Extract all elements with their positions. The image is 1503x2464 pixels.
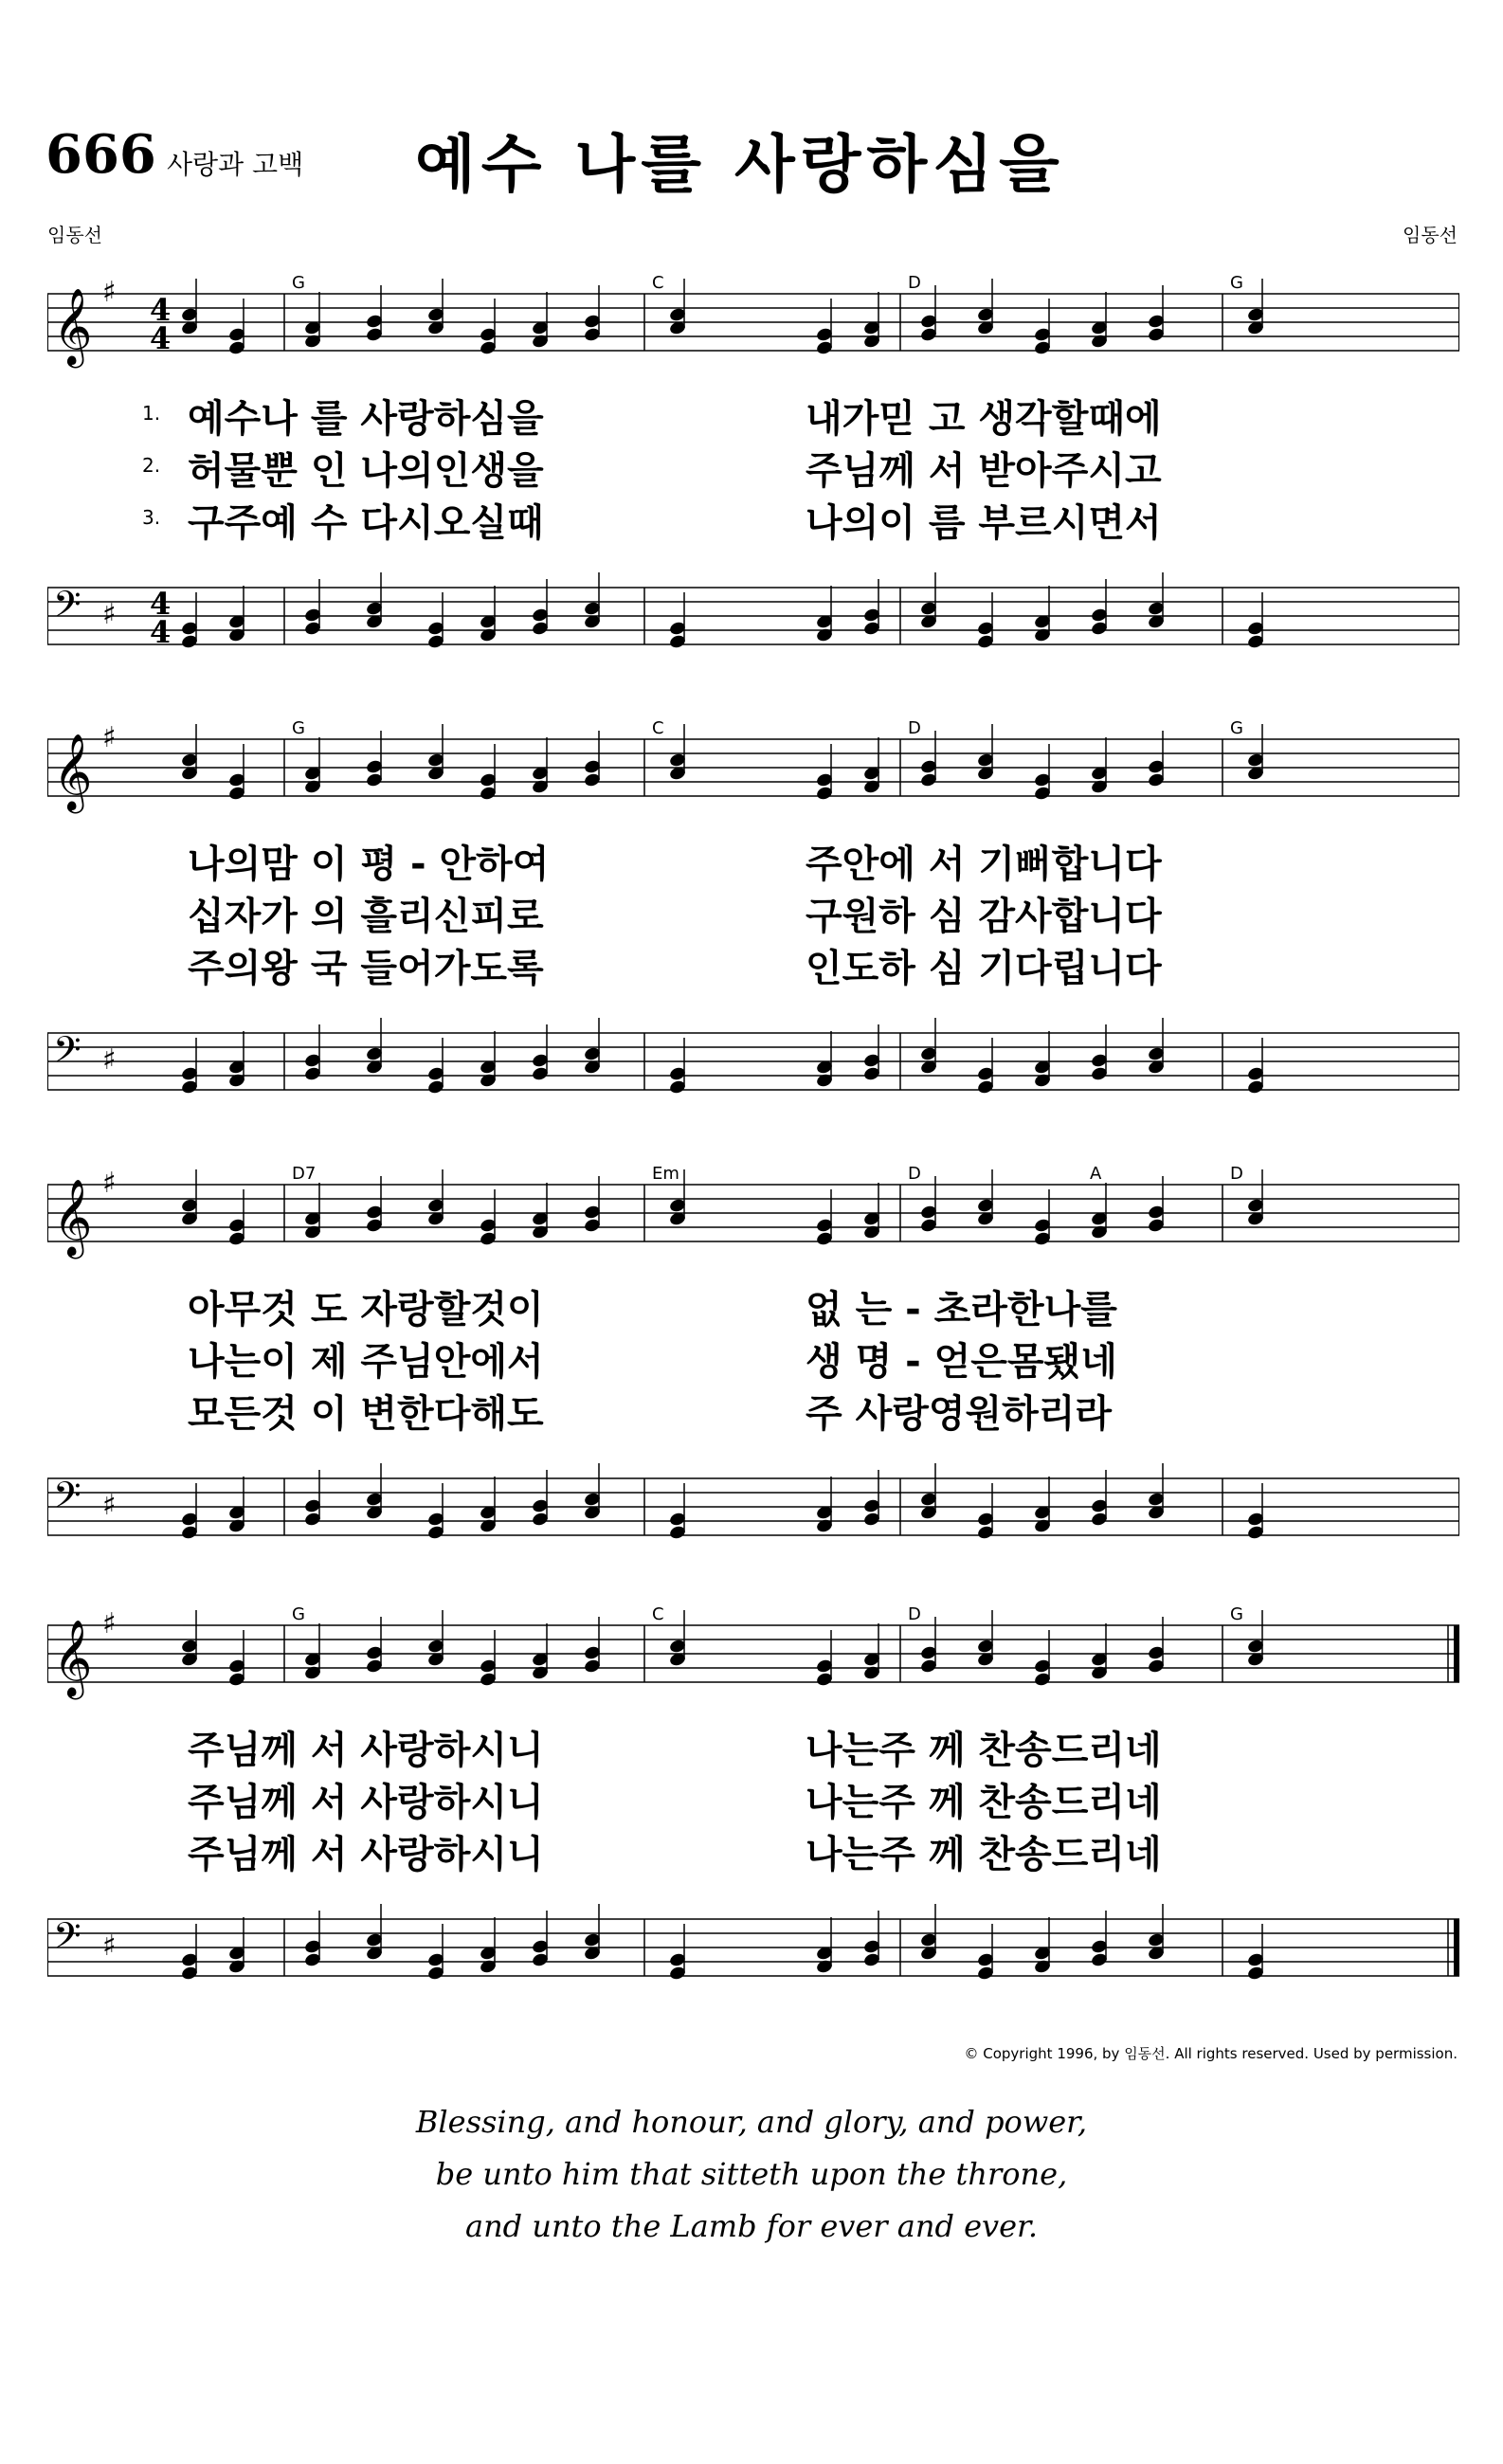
final-barline	[1454, 1919, 1459, 1976]
lyric-first-half: 주님께 서 사랑하시니	[188, 1729, 544, 1772]
bass-note	[583, 572, 601, 629]
chord-symbol: Em	[652, 1164, 679, 1184]
verse-number: 1.	[142, 402, 161, 425]
treble-note	[976, 279, 994, 335]
chord-symbol: G	[292, 273, 305, 293]
treble-note	[1090, 292, 1108, 349]
bass-clef-icon: 𝄢	[53, 1028, 81, 1079]
treble-note	[531, 292, 549, 349]
system-2	[47, 716, 1459, 1114]
lyric-second-half: 나는주 께 찬송드리네	[806, 1833, 1162, 1876]
treble-note	[862, 1623, 880, 1680]
lyric-line	[47, 886, 1459, 938]
lyric-second-half: 인도하 심 기다립니다	[806, 947, 1162, 990]
treble-note	[976, 1169, 994, 1226]
bass-note	[426, 1038, 444, 1095]
bass-note	[668, 1924, 686, 1981]
bass-note	[919, 572, 937, 629]
treble-staff	[47, 1167, 1459, 1259]
treble-note	[815, 299, 833, 355]
treble-note	[668, 279, 686, 335]
bass-note	[668, 1038, 686, 1095]
treble-note	[862, 737, 880, 794]
treble-clef-icon: 𝄞	[53, 1178, 93, 1256]
treble-note	[1246, 1169, 1264, 1226]
bass-note	[583, 1018, 601, 1075]
bass-note	[479, 1477, 497, 1533]
header-row	[45, 114, 1458, 218]
bass-staff	[47, 1474, 1459, 1535]
bass-note	[426, 592, 444, 649]
bass-note	[815, 1031, 833, 1088]
key-sharp-icon: ♯	[102, 1489, 117, 1522]
treble-note	[303, 737, 321, 794]
treble-note	[1090, 737, 1108, 794]
bass-clef-icon: 𝄢	[53, 1914, 81, 1966]
treble-note	[815, 1189, 833, 1246]
lyric-line	[47, 1332, 1459, 1384]
bass-clef-icon: 𝄢	[53, 583, 81, 634]
key-sharp-icon: ♯	[102, 1043, 117, 1077]
treble-note	[1090, 1183, 1108, 1240]
bass-note	[365, 572, 383, 629]
treble-note	[1090, 1623, 1108, 1680]
system-1	[47, 270, 1459, 668]
lyric-first-half: 허물뿐 인 나의인생을	[188, 449, 544, 493]
treble-note	[862, 1183, 880, 1240]
time-signature-top: 4	[150, 292, 172, 328]
chord-symbol: D	[908, 273, 921, 293]
treble-clef-icon: 𝄞	[53, 287, 93, 365]
chord-symbol: C	[652, 1604, 664, 1624]
bass-note	[1246, 1924, 1264, 1981]
lyric-first-half: 아무것 도 자랑할것이	[188, 1288, 544, 1332]
treble-note	[815, 1630, 833, 1687]
bass-note	[180, 1483, 198, 1540]
chord-symbol: A	[1090, 1164, 1102, 1184]
bass-note	[1033, 1477, 1051, 1533]
treble-note	[303, 292, 321, 349]
treble-note	[180, 279, 198, 335]
lyric-line	[47, 493, 1459, 545]
chord-symbol: C	[652, 718, 664, 738]
bass-note	[668, 1483, 686, 1540]
treble-note	[531, 737, 549, 794]
treble-note	[180, 1169, 198, 1226]
bass-note	[1147, 1463, 1165, 1520]
lyric-first-half: 주님께 서 사랑하시니	[188, 1781, 544, 1824]
bass-note	[180, 1924, 198, 1981]
bass-note	[583, 1463, 601, 1520]
treble-note	[426, 1610, 444, 1667]
treble-note	[426, 724, 444, 781]
bass-note	[227, 586, 245, 643]
verse-line: and unto the Lamb for ever and ever.	[464, 2208, 1038, 2244]
treble-note	[227, 1630, 245, 1687]
chord-symbol: G	[292, 1604, 305, 1624]
treble-note	[479, 299, 497, 355]
key-sharp-icon: ♯	[102, 1930, 117, 1963]
treble-note	[976, 1610, 994, 1667]
lyric-first-half: 주님께 서 사랑하시니	[188, 1833, 544, 1876]
lyric-line	[47, 1772, 1459, 1824]
lyric-line	[47, 938, 1459, 990]
key-sharp-icon: ♯	[102, 721, 117, 754]
bass-note	[668, 592, 686, 649]
copyright-notice: © Copyright 1996, by 임동선. All rights reserved. Used by permission.	[964, 2045, 1458, 2062]
lyric-line	[47, 834, 1459, 886]
lyric-first-half: 주의왕 국 들어가도록	[188, 947, 544, 990]
treble-note	[1246, 1610, 1264, 1667]
bass-note	[919, 1463, 937, 1520]
bass-staff	[47, 1914, 1459, 1976]
chord-symbol: D7	[292, 1164, 317, 1184]
system-4	[47, 1602, 1459, 2000]
treble-note	[1246, 279, 1264, 335]
bass-note	[180, 1038, 198, 1095]
hymn-title: 예수 나를 사랑하심을	[415, 128, 1065, 201]
key-sharp-icon: ♯	[102, 1167, 117, 1200]
verse-line: Blessing, and honour, and glory, and power,	[415, 2104, 1088, 2140]
key-sharp-icon: ♯	[102, 1607, 117, 1640]
time-signature-bottom: 4	[150, 614, 172, 650]
treble-note	[426, 279, 444, 335]
bass-note	[919, 1904, 937, 1961]
bass-note	[365, 1018, 383, 1075]
lyric-line	[47, 1384, 1459, 1436]
verse-number: 2.	[142, 454, 161, 477]
chord-symbol: D	[908, 1164, 921, 1184]
bass-note	[479, 1917, 497, 1974]
lyric-second-half: 주 사랑영원하리라	[806, 1392, 1113, 1436]
bass-note	[815, 586, 833, 643]
lyric-first-half: 나의맘 이 평 - 안하여	[188, 842, 550, 886]
treble-clef-icon: 𝄞	[53, 733, 93, 810]
treble-note	[479, 744, 497, 801]
lyric-line	[47, 1824, 1459, 1876]
bass-note	[1033, 586, 1051, 643]
lyric-second-half: 나의이 름 부르시면서	[806, 501, 1162, 545]
treble-note	[180, 724, 198, 781]
bass-note	[479, 586, 497, 643]
treble-note	[479, 1189, 497, 1246]
treble-note	[862, 292, 880, 349]
bass-note	[479, 1031, 497, 1088]
bass-note	[426, 1924, 444, 1981]
treble-staff	[47, 276, 1459, 368]
lyric-line	[47, 389, 1459, 441]
lyric-line	[47, 1720, 1459, 1772]
composer: 임동선	[1403, 224, 1458, 246]
bass-note	[180, 592, 198, 649]
time-signature-bottom: 4	[150, 320, 172, 356]
treble-note	[1033, 299, 1051, 355]
bass-clef-icon: 𝄢	[53, 1474, 81, 1525]
bass-staff	[47, 1028, 1459, 1090]
bass-note	[976, 1038, 994, 1095]
bass-note	[1147, 1904, 1165, 1961]
bass-note	[426, 1483, 444, 1540]
bass-note	[227, 1917, 245, 1974]
lyric-second-half: 구원하 심 감사합니다	[806, 895, 1162, 938]
treble-note	[227, 299, 245, 355]
bass-note	[1147, 1018, 1165, 1075]
final-barline	[1454, 1625, 1459, 1682]
treble-staff	[47, 721, 1459, 813]
bass-note	[1147, 572, 1165, 629]
time-signature-top: 4	[150, 586, 172, 622]
bass-note	[815, 1917, 833, 1974]
chord-symbol: D	[1230, 1164, 1243, 1184]
bass-note	[227, 1477, 245, 1533]
chord-symbol: G	[1230, 1604, 1243, 1624]
treble-note	[303, 1183, 321, 1240]
system-3	[47, 1161, 1459, 1559]
lyric-second-half: 주안에 서 기뻐합니다	[806, 842, 1162, 886]
lyric-line	[47, 1279, 1459, 1332]
bass-note	[976, 1924, 994, 1981]
treble-note	[668, 724, 686, 781]
treble-note	[303, 1623, 321, 1680]
bass-note	[976, 1483, 994, 1540]
treble-note	[1246, 724, 1264, 781]
lyric-second-half: 생 명 - 얻은몸됐네	[806, 1340, 1117, 1384]
treble-note	[976, 724, 994, 781]
hymn-category: 사랑과 고백	[167, 149, 304, 180]
treble-note	[227, 744, 245, 801]
bass-note	[1246, 592, 1264, 649]
treble-note	[815, 744, 833, 801]
treble-note	[1033, 744, 1051, 801]
bass-note	[976, 592, 994, 649]
chord-symbol: G	[1230, 718, 1243, 738]
chord-symbol: G	[1230, 273, 1243, 293]
lyric-first-half: 십자가 의 흘리신피로	[188, 895, 544, 938]
chord-symbol: C	[652, 273, 664, 293]
treble-note	[426, 1169, 444, 1226]
chord-symbol: D	[908, 718, 921, 738]
bass-note	[815, 1477, 833, 1533]
bass-note	[1246, 1483, 1264, 1540]
treble-note	[531, 1623, 549, 1680]
lyric-first-half: 예수나 를 사랑하심을	[188, 397, 544, 441]
lyric-second-half: 나는주 께 찬송드리네	[806, 1729, 1162, 1772]
key-sharp-icon: ♯	[102, 598, 117, 631]
bass-note	[1033, 1917, 1051, 1974]
lyric-first-half: 모든것 이 변한다해도	[188, 1392, 544, 1436]
lyric-second-half: 없 는 - 초라한나를	[806, 1288, 1117, 1332]
lyric-first-half: 나는이 제 주님안에서	[188, 1340, 544, 1384]
bass-note	[365, 1463, 383, 1520]
bass-note	[1033, 1031, 1051, 1088]
lyric-second-half: 나는주 께 찬송드리네	[806, 1781, 1162, 1824]
verse-number: 3.	[142, 506, 161, 529]
verse-line: be unto him that sitteth upon the throne,	[435, 2156, 1068, 2192]
bass-note	[365, 1904, 383, 1961]
treble-note	[1033, 1630, 1051, 1687]
treble-note	[668, 1610, 686, 1667]
lyric-second-half: 내가믿 고 생각할때에	[806, 397, 1162, 441]
bass-staff	[47, 583, 1459, 644]
bass-note	[1246, 1038, 1264, 1095]
lyricist: 임동선	[47, 224, 102, 246]
key-sharp-icon: ♯	[102, 276, 117, 309]
treble-note	[531, 1183, 549, 1240]
lyric-first-half: 구주예 수 다시오실때	[188, 501, 544, 545]
treble-note	[1033, 1189, 1051, 1246]
bass-note	[227, 1031, 245, 1088]
hymn-number: 666	[45, 123, 156, 186]
treble-clef-icon: 𝄞	[53, 1619, 93, 1696]
bass-note	[919, 1018, 937, 1075]
bass-note	[583, 1904, 601, 1961]
chord-symbol: G	[292, 718, 305, 738]
chord-symbol: D	[908, 1604, 921, 1624]
treble-note	[180, 1610, 198, 1667]
treble-staff	[47, 1607, 1459, 1699]
lyric-line	[47, 441, 1459, 493]
treble-note	[227, 1189, 245, 1246]
lyric-second-half: 주님께 서 받아주시고	[806, 449, 1162, 493]
treble-note	[479, 1630, 497, 1687]
